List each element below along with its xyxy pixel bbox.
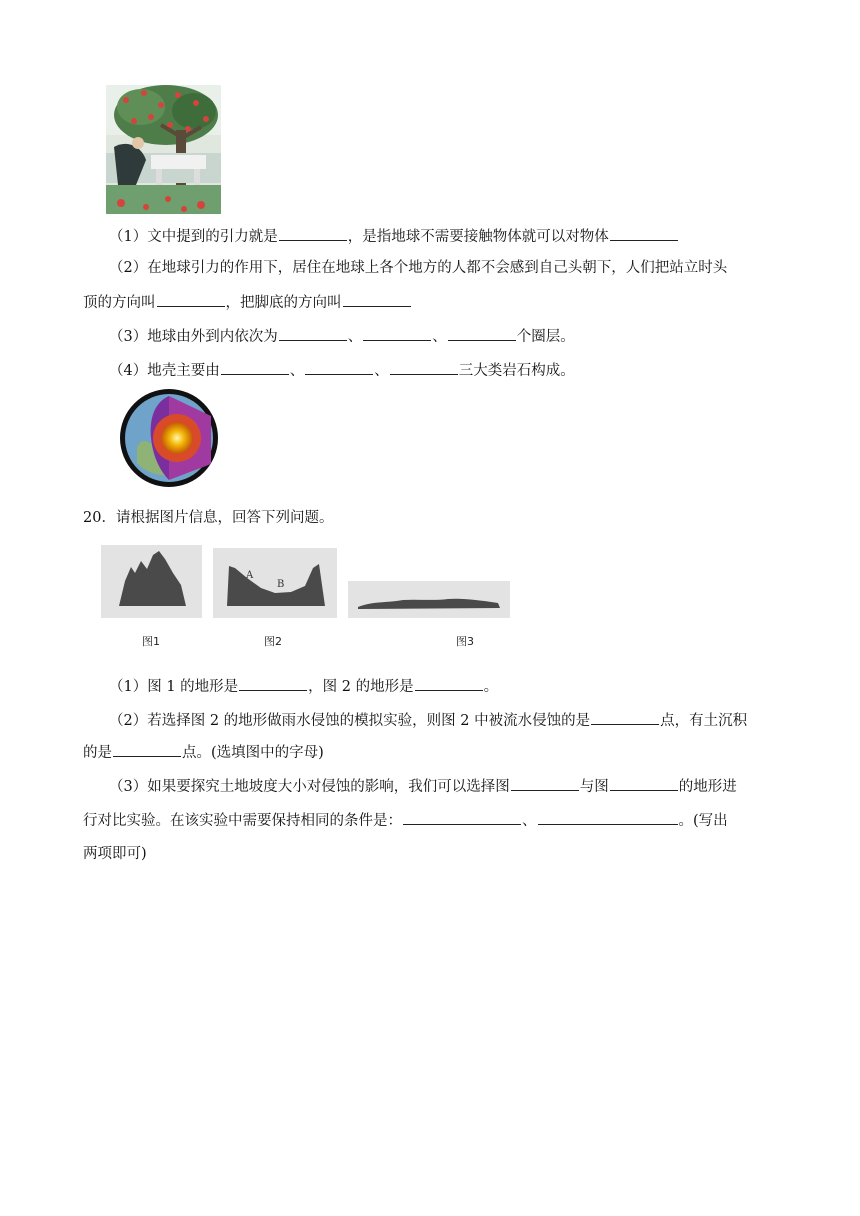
- figure-3-caption: 图3: [456, 635, 474, 648]
- q19-part2-line2: [83, 292, 412, 313]
- fig2-label-a: A: [246, 570, 254, 581]
- q20-part3-text-f: 。(写出: [678, 813, 728, 829]
- q19-part4: [109, 360, 575, 381]
- q20-part2-text-a: （2）若选择图 2 的地形做雨水侵蚀的模拟实验，则图 2 中被流水侵蚀的是: [109, 713, 591, 729]
- answer-blank[interactable]: [279, 226, 347, 241]
- q20-part3-line2: [83, 810, 728, 831]
- answer-blank[interactable]: [279, 326, 347, 341]
- answer-blank[interactable]: [415, 676, 483, 691]
- figure-1-mountain: [101, 545, 202, 618]
- q20-part2-line1: [109, 710, 747, 731]
- answer-blank[interactable]: [538, 810, 678, 825]
- answer-blank[interactable]: [305, 360, 373, 375]
- answer-blank[interactable]: [239, 676, 307, 691]
- fig2-label-b: B: [277, 579, 285, 590]
- answer-blank[interactable]: [448, 326, 516, 341]
- q20-part3-text-e: 、: [522, 813, 537, 829]
- answer-blank[interactable]: [390, 360, 458, 375]
- figure-2-caption: 图2: [264, 635, 282, 648]
- q19-part1: [109, 226, 679, 247]
- q20-part1-text-c: 。: [483, 679, 499, 695]
- q20-part2-text-b: 点，有土沉积: [660, 713, 748, 729]
- answer-blank[interactable]: [221, 360, 289, 375]
- q20-part3-text-a: （3）如果要探究土地坡度大小对侵蚀的影响，我们可以选择图: [109, 779, 510, 795]
- q19-part2-text-b: 顶的方向叫: [83, 295, 156, 311]
- q20-part3-line1: [109, 776, 737, 797]
- q19-part4-text-a: （4）地壳主要由: [109, 363, 220, 379]
- q20-title: [83, 508, 333, 528]
- separator: 、: [432, 329, 447, 345]
- q19-part3-text-b: 个圈层。: [516, 329, 575, 345]
- answer-blank[interactable]: [610, 226, 678, 241]
- q19-part2-line1: [109, 258, 727, 278]
- q20-part1-text-b: ，图 2 的地形是: [308, 679, 414, 695]
- q20-part1: [109, 676, 498, 697]
- q19-part2-text-a: （2）在地球引力的作用下，居住在地球上各个地方的人都不会感到自己头朝下，人们把站立时头: [109, 260, 728, 276]
- answer-blank[interactable]: [363, 326, 431, 341]
- separator: 、: [374, 363, 389, 379]
- q19-part1-text-a: （1）文中提到的引力就是: [109, 229, 278, 245]
- separator: 、: [289, 363, 305, 379]
- q20-title-text: 20．请根据图片信息，回答下列问题。: [83, 510, 334, 526]
- figure-1-caption: 图1: [142, 635, 160, 648]
- q19-part3: [109, 326, 575, 347]
- q20-part2-line2: [83, 742, 324, 763]
- q19-part4-text-b: 三大类岩石构成。: [458, 363, 575, 379]
- q20-part3-line3: [83, 844, 147, 864]
- figure-3-plain: [348, 581, 510, 618]
- answer-blank[interactable]: [610, 776, 678, 791]
- answer-blank[interactable]: [403, 810, 521, 825]
- q19-part3-text-a: （3）地球由外到内依次为: [109, 329, 278, 345]
- q20-part2-text-d: 点。(选填图中的字母): [182, 745, 324, 761]
- q20-part3-text-g: 两项即可): [83, 846, 147, 862]
- q19-part2-text-c: ，把脚底的方向叫: [225, 295, 342, 311]
- answer-blank[interactable]: [511, 776, 579, 791]
- q20-part1-text-a: （1）图 1 的地形是: [109, 679, 239, 695]
- answer-blank[interactable]: [157, 292, 225, 307]
- separator: 、: [347, 329, 363, 345]
- q20-part3-text-d: 行对比实验。在该实验中需要保持相同的条件是：: [83, 813, 402, 829]
- figure-2-basin: [213, 548, 337, 618]
- apple-tree-illustration: [106, 85, 221, 214]
- answer-blank[interactable]: [343, 292, 411, 307]
- q20-part2-text-c: 的是: [83, 745, 112, 761]
- q19-part1-text-b: ，是指地球不需要接触物体就可以对物体: [347, 229, 609, 245]
- q20-part3-text-c: 的地形进: [678, 779, 737, 795]
- answer-blank[interactable]: [591, 710, 659, 725]
- earth-layers-illustration: [117, 388, 221, 488]
- answer-blank[interactable]: [113, 742, 181, 757]
- q20-part3-text-b: 与图: [579, 779, 609, 795]
